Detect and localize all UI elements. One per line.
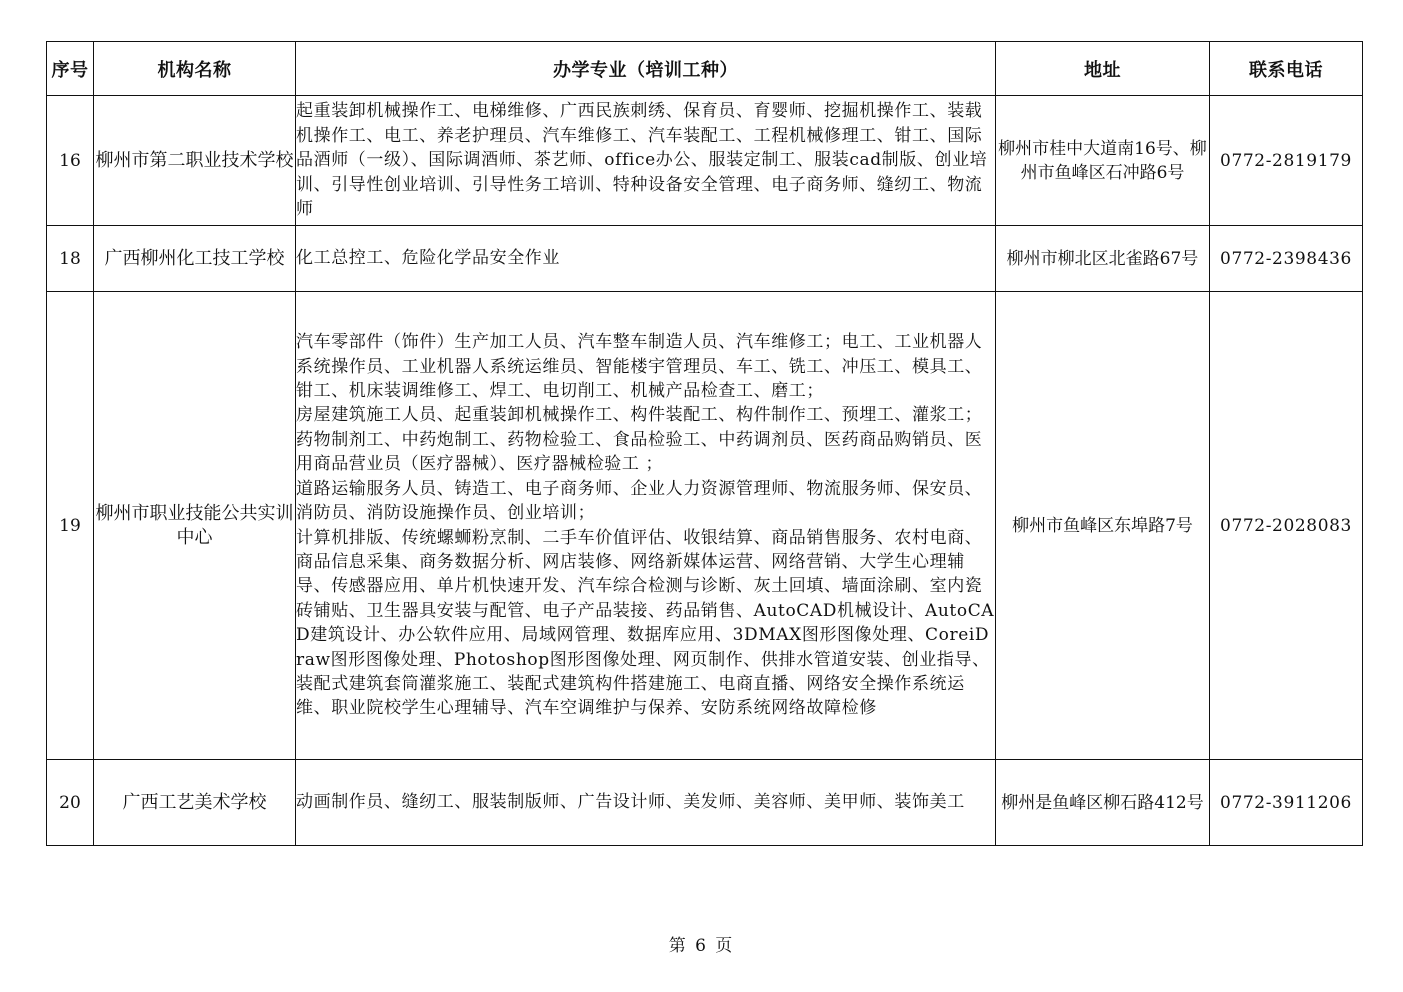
row-num: 20 <box>47 760 94 846</box>
row-phone: 0772-3911206 <box>1210 760 1363 846</box>
row-address: 柳州市鱼峰区东埠路7号 <box>996 292 1210 760</box>
row-majors: 动画制作员、缝纫工、服装制版师、广告设计师、美发师、美容师、美甲师、装饰美工 <box>296 760 996 846</box>
header-majors: 办学专业（培训工种） <box>296 42 996 96</box>
row-majors: 化工总控工、危险化学品安全作业 <box>296 226 996 292</box>
row-num: 18 <box>47 226 94 292</box>
row-org-name: 柳州市职业技能公共实训中心 <box>94 292 296 760</box>
row-phone: 0772-2398436 <box>1210 226 1363 292</box>
table-row <box>47 760 1363 846</box>
table-header-row <box>47 42 1363 96</box>
table-row <box>47 226 1363 292</box>
row-address: 柳州是鱼峰区柳石路412号 <box>996 760 1210 846</box>
header-num: 序号 <box>47 42 94 96</box>
page-number: 第 6 页 <box>668 936 735 956</box>
row-address: 柳州市桂中大道南16号、柳州市鱼峰区石冲路6号 <box>996 96 1210 226</box>
row-majors: 汽车零部件（饰件）生产加工人员、汽车整车制造人员、汽车维修工；电工、工业机器人系统操作员、工业机器人系统运维员、智能楼宇管理员、车工、铣工、冲压工、模具工、钳工、机床装调维修工、焊工、电切削工、机械产品检查工、磨工； 房屋建筑施工人员、起重装卸机械操作工、构件装配工、构件制作工、预埋工、灌浆工； 药物制剂工、中药炮制工、药物检验工、食品检验工、中药调剂员、医药商品购销员、医用商品营业员（医疗器械）、医疗器械检验工 ； 道路运输服务人员、铸造工、电子商务师、企业人力资源管理师、物流服务师、保安员、消防员、消防设施操作员、创业培训； 计算机排版、传统螺蛳粉烹制、二手车价值评估、收银结算、商品销售服务、农村电商、商品信息采集、商务数据分析、网店装修、网络新媒体运营、网络营销、大学生心理辅导、传感器应用、单片机快速开发、汽车综合检测与诊断、灰土回填、墙面涂刷、室内瓷砖铺贴、卫生器具安装与配管、电子产品装接、药品销售、AutoCAD机械设计、AutoCAD建筑设计、办公软件应用、局域网管理、数据库应用、3DMAX图形图像处理、CoreiDraw图形图像处理、Photoshop图形图像处理、网页制作、供排水管道安装、创业指导、装配式建筑套筒灌浆施工、装配式建筑构件搭建施工、电商直播、网络安全操作系统运维、职业院校学生心理辅导、汽车空调维护与保养、安防系统网络故障检修 <box>296 292 996 760</box>
row-org-name: 广西工艺美术学校 <box>94 760 296 846</box>
row-num: 16 <box>47 96 94 226</box>
row-majors: 起重装卸机械操作工、电梯维修、广西民族刺绣、保育员、育婴师、挖掘机操作工、装载机操作工、电工、养老护理员、汽车维修工、汽车装配工、工程机械修理工、钳工、国际品酒师（一级）、国际调酒师、茶艺师、office办公、服装定制工、服装cad制版、创业培训、引导性创业培训、引导性务工培训、特种设备安全管理、电子商务师、缝纫工、物流师 <box>296 96 996 226</box>
header-org-name: 机构名称 <box>94 42 296 96</box>
row-org-name: 广西柳州化工技工学校 <box>94 226 296 292</box>
table-row <box>47 96 1363 226</box>
row-org-name: 柳州市第二职业技术学校 <box>94 96 296 226</box>
training-institutions-table <box>46 41 1363 846</box>
header-address: 地址 <box>996 42 1210 96</box>
table-row <box>47 292 1363 760</box>
header-phone: 联系电话 <box>1210 42 1363 96</box>
row-phone: 0772-2819179 <box>1210 96 1363 226</box>
row-address: 柳州市柳北区北雀路67号 <box>996 226 1210 292</box>
row-phone: 0772-2028083 <box>1210 292 1363 760</box>
row-num: 19 <box>47 292 94 760</box>
